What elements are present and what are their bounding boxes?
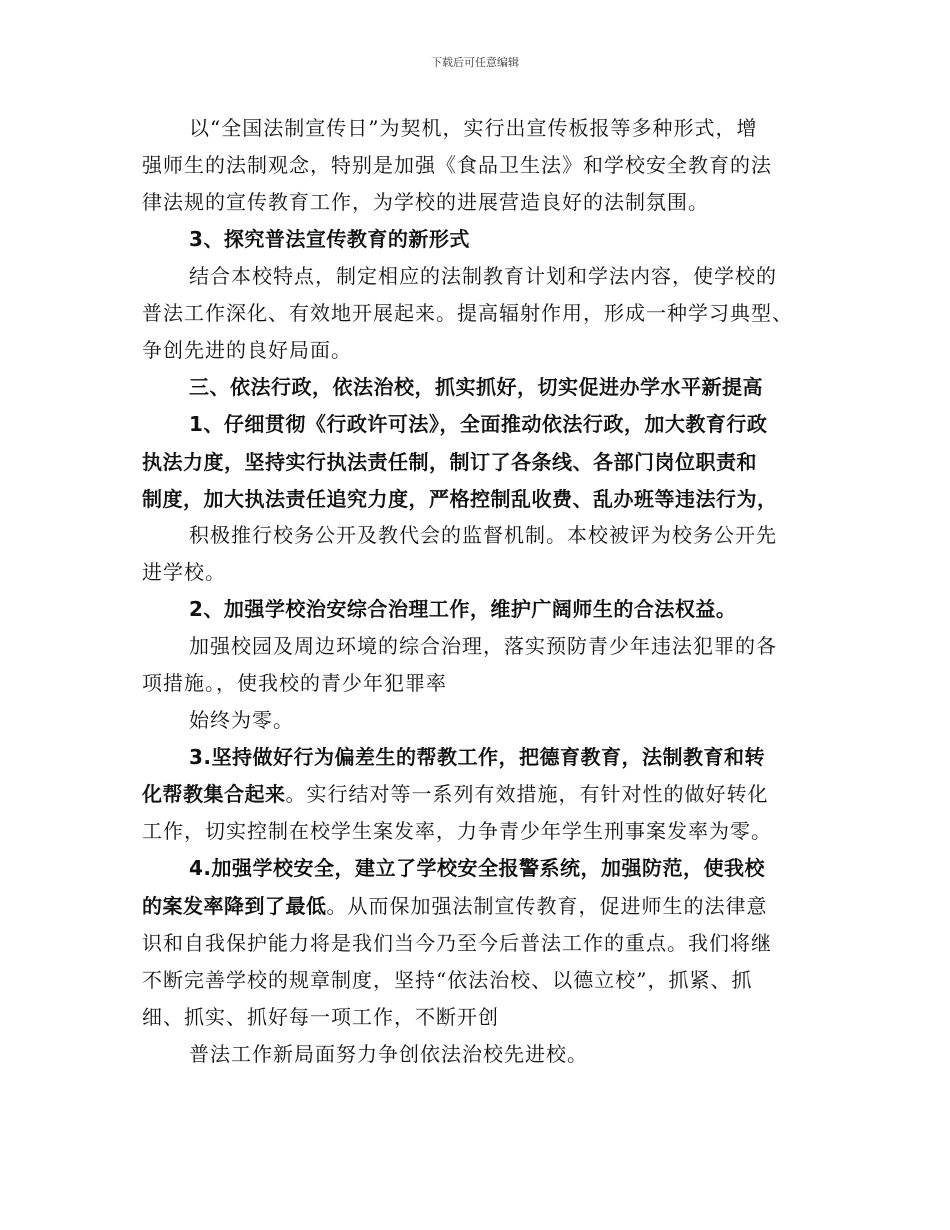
text-segment-bold: 1、仔细贯彻《行政许可法》，全面推动依法行政，加大教育行政: [189, 412, 768, 436]
text-segment: 进学校。: [142, 560, 226, 584]
subsection-heading-2: [189, 597, 832, 621]
text-line-19: [142, 782, 832, 806]
text-segment-bold: 2、加强学校治安综合治理工作，维护广阔师生的合法权益。: [189, 597, 737, 621]
text-segment: 项措施。，使我校的青少年犯罪率: [142, 671, 447, 695]
subsection-heading-4: [189, 856, 832, 880]
text-segment-bold: 执法力度，坚持实行执法责任制，制订了各条线、各部门岗位职责和: [142, 450, 757, 474]
text-segment: 识和自我保护能力将是我们当今乃至今后普法工作的重点。我们将继: [142, 931, 772, 955]
text-line-3: [142, 190, 832, 214]
text-segment: 以“全国法制宣传日”为契机，实行出宣传板报等多种形式，增: [189, 116, 758, 140]
text-line-13: [142, 560, 832, 584]
subsection-heading-3: [189, 745, 832, 769]
text-line-25: [142, 1005, 832, 1029]
text-segment: 强师生的法制观念，特别是加强《食品卫生法》和学校安全教育的法: [142, 153, 772, 177]
text-segment: 结合本校特点，制定相应的法制教育计划和学法内容，使学校的: [189, 264, 777, 288]
text-line-6: [142, 301, 832, 325]
text-segment: 积极推行校务公开及教代会的监督机制。本校被评为校务公开先: [189, 523, 777, 547]
text-line-12: [189, 523, 832, 547]
text-line-26: [189, 1042, 832, 1066]
text-segment: 始终为零。: [189, 708, 294, 732]
text-line-10: [142, 450, 832, 474]
text-line-20: [142, 819, 832, 843]
text-line-1: [189, 116, 832, 140]
text-line-22: [142, 894, 832, 918]
text-segment: 。实行结对等一系列有效措施，有针对性的做好转化: [285, 782, 769, 806]
text-line-15: [189, 634, 832, 658]
text-line-9: [189, 412, 832, 436]
text-line-17: [189, 708, 832, 732]
text-segment-bold: 的案发率降到了最低: [142, 894, 327, 918]
section-heading-3: [189, 227, 832, 251]
text-segment-bold: 化帮教集合起来: [142, 782, 286, 806]
text-line-7: [142, 338, 832, 362]
text-line-11: [142, 487, 832, 511]
text-segment: 不断完善学校的规章制度，坚持“依法治校、以德立校”，抓紧、抓: [142, 968, 753, 992]
page-header: 下载后可任意编辑: [431, 56, 519, 69]
text-segment: 普法工作深化、有效地开展起来。提高辐射作用，形成一种学习典型、: [142, 301, 793, 325]
text-segment-bold: 三、依法行政，依法治校，抓实抓好，切实促进办学水平新提高: [189, 375, 763, 399]
text-segment: 普法工作新局面努力争创依法治校先进校。: [189, 1042, 588, 1066]
text-line-5: [189, 264, 832, 288]
text-segment: 。从而保加强法制宣传教育，促进师生的法律意: [326, 894, 768, 918]
text-line-16: [142, 671, 832, 695]
text-segment-bold: 制度，加大执法责任追究力度，严格控制乱收费、乱办班等违法行为，: [142, 487, 778, 511]
text-segment-bold: 4.加强学校安全，建立了学校安全报警系统，加强防范，使我校: [189, 856, 766, 880]
text-segment: 加强校园及周边环境的综合治理，落实预防青少年违法犯罪的各: [189, 634, 777, 658]
text-segment: 律法规的宣传教育工作，为学校的进展营造良好的法制氛围。: [142, 190, 709, 214]
text-segment: 细、抓实、抓好每一项工作，不断开创: [142, 1005, 499, 1029]
section-heading-three: [189, 375, 832, 399]
text-line-24: [142, 968, 832, 992]
text-segment-bold: 3、探究普法宣传教育的新形式: [189, 227, 470, 251]
text-segment: 工作，切实控制在校学生案发率，力争青少年学生刑事案发率为零。: [142, 819, 772, 843]
text-line-2: [142, 153, 832, 177]
text-segment: 争创先进的良好局面。: [142, 338, 352, 362]
text-line-23: [142, 931, 832, 955]
text-segment-bold: 3.坚持做好行为偏差生的帮教工作，把德育教育，法制教育和转: [189, 745, 766, 769]
